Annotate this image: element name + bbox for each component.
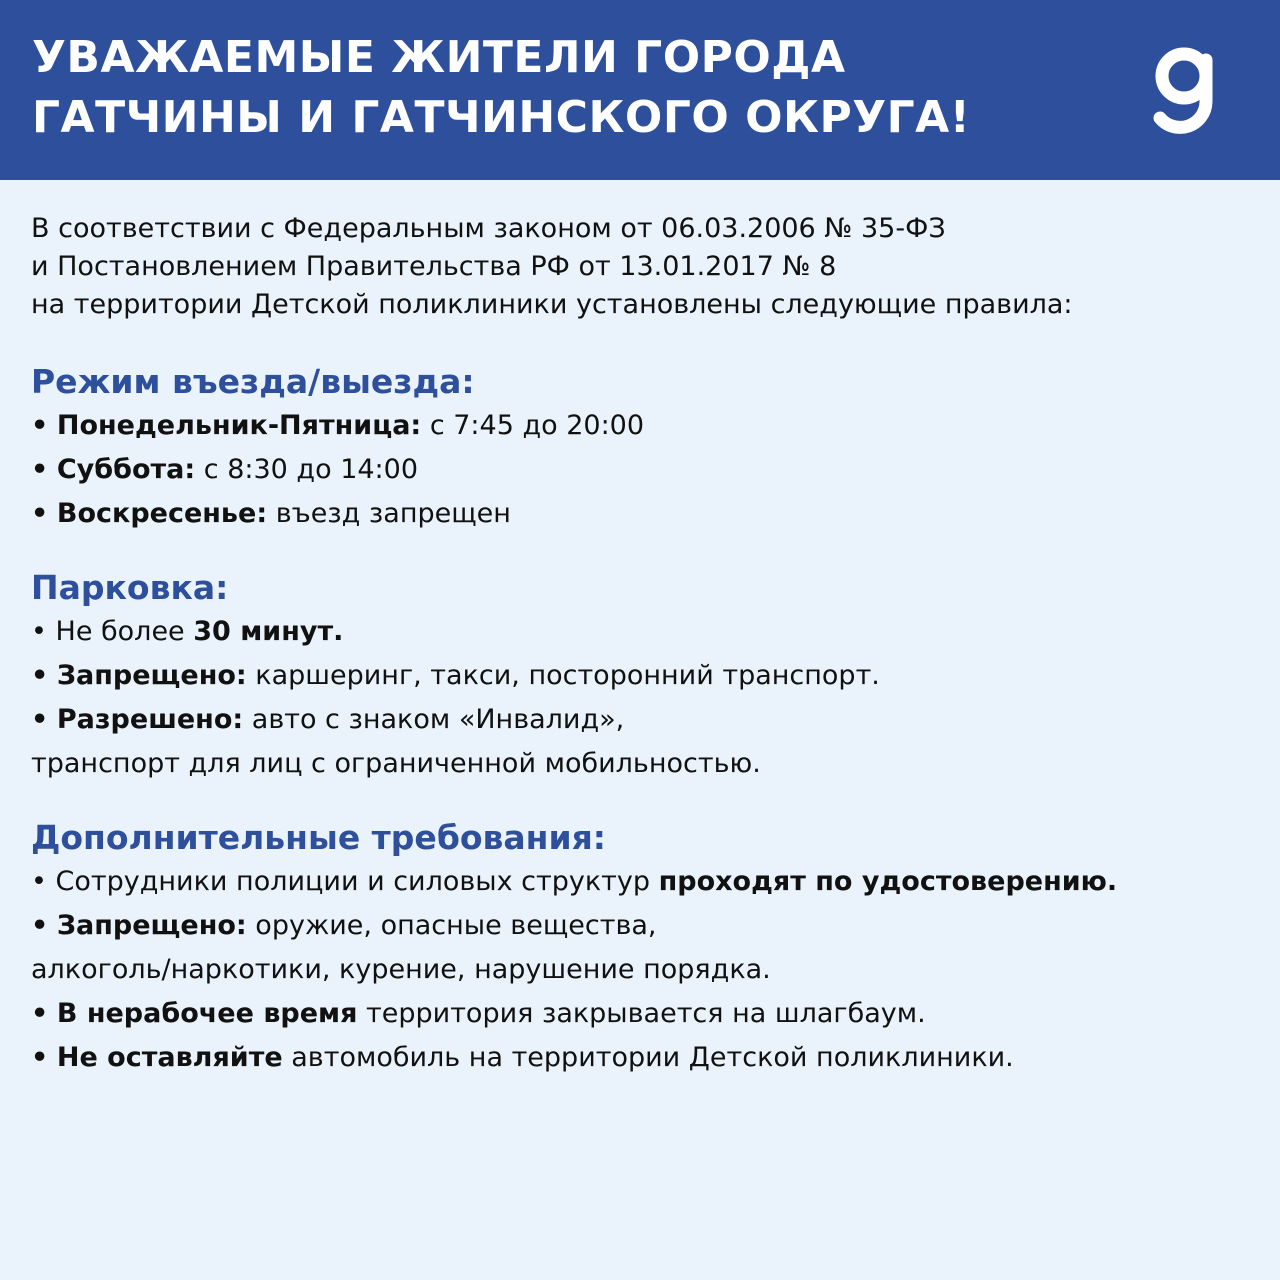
rule-text: Не более bbox=[46, 616, 194, 647]
intro-line-1: В соответствии с Федеральным законом от 06.03.2006 № 35-ФЗ bbox=[31, 213, 946, 244]
rule-bullet: • bbox=[31, 454, 49, 485]
rule-text: оружие, опасные вещества, bbox=[246, 910, 657, 941]
rule-text: каршеринг, такси, посторонний транспорт. bbox=[246, 660, 880, 691]
intro-line-2: и Постановлением Правительства РФ от 13.01.2017 № 8 bbox=[31, 251, 837, 282]
extra-rule-barrier bbox=[31, 992, 1251, 1036]
rule-label: В нерабочее время bbox=[56, 998, 358, 1029]
rule-bullet: • bbox=[31, 866, 47, 897]
rule-label: Понедельник-Пятница: bbox=[56, 410, 422, 441]
intro-paragraph bbox=[31, 210, 1251, 324]
rule-text: территория закрывается на шлагбаум. bbox=[357, 998, 926, 1029]
rule-bullet: • bbox=[31, 616, 47, 647]
rule-text: въезд запрещен bbox=[267, 498, 511, 529]
rule-bullet: • bbox=[31, 410, 49, 441]
rule-text: автомобиль на территории Детской поликлиники. bbox=[282, 1042, 1014, 1073]
rule-text: авто с знаком «Инвалид», bbox=[243, 704, 625, 735]
entry-section-title: Режим въезда/выезда: bbox=[31, 362, 475, 401]
rule-label: Суббота: bbox=[56, 454, 196, 485]
g-logo-icon bbox=[1150, 40, 1222, 140]
rule-label: проходят по удостоверению. bbox=[658, 866, 1118, 897]
rule-label: Разрешено: bbox=[56, 704, 244, 735]
extra-section bbox=[31, 816, 1251, 1080]
rule-bullet: • bbox=[31, 498, 49, 529]
title-line-2: ГАТЧИНЫ И ГАТЧИНСКОГО ОКРУГА! bbox=[32, 92, 971, 143]
rule-bullet: • bbox=[31, 704, 49, 735]
rule-label: Запрещено: bbox=[56, 660, 247, 691]
extra-rule-no-leaving bbox=[31, 1036, 1251, 1080]
rule-label: Не оставляйте bbox=[56, 1042, 283, 1073]
extra-rule-police bbox=[31, 860, 1251, 904]
entry-rule-saturday bbox=[31, 448, 1251, 492]
title-line-1: УВАЖАЕМЫЕ ЖИТЕЛИ ГОРОДА bbox=[32, 32, 846, 83]
rule-label: 30 минут. bbox=[193, 616, 344, 647]
rule-bullet: • bbox=[31, 910, 49, 941]
intro-line-3: на территории Детской поликлиники установлены следующие правила: bbox=[31, 289, 1073, 320]
rule-label: Воскресенье: bbox=[56, 498, 268, 529]
extra-rule-forbidden-continued: алкоголь/наркотики, курение, нарушение порядка. bbox=[31, 954, 771, 985]
entry-rule-sunday bbox=[31, 492, 1251, 536]
parking-section bbox=[31, 566, 1251, 786]
entry-section bbox=[31, 360, 1251, 536]
entry-rule-weekdays bbox=[31, 404, 1251, 448]
parking-rule-duration bbox=[31, 610, 1251, 654]
extra-section-title: Дополнительные требования: bbox=[31, 818, 606, 857]
header-banner bbox=[0, 0, 1280, 180]
page-title bbox=[32, 28, 1112, 148]
rule-bullet: • bbox=[31, 998, 49, 1029]
parking-section-title: Парковка: bbox=[31, 568, 229, 607]
main-content bbox=[31, 210, 1251, 1110]
rule-text: с 8:30 до 14:00 bbox=[195, 454, 419, 485]
rule-text: Сотрудники полиции и силовых структур bbox=[46, 866, 659, 897]
extra-rule-forbidden bbox=[31, 904, 1251, 948]
parking-rule-allowed bbox=[31, 698, 1251, 742]
rule-text: с 7:45 до 20:00 bbox=[421, 410, 645, 441]
parking-rule-allowed-continued: транспорт для лиц с ограниченной мобильностью. bbox=[31, 748, 761, 779]
rule-bullet: • bbox=[31, 1042, 49, 1073]
parking-rule-forbidden bbox=[31, 654, 1251, 698]
rule-label: Запрещено: bbox=[56, 910, 247, 941]
rule-bullet: • bbox=[31, 660, 49, 691]
